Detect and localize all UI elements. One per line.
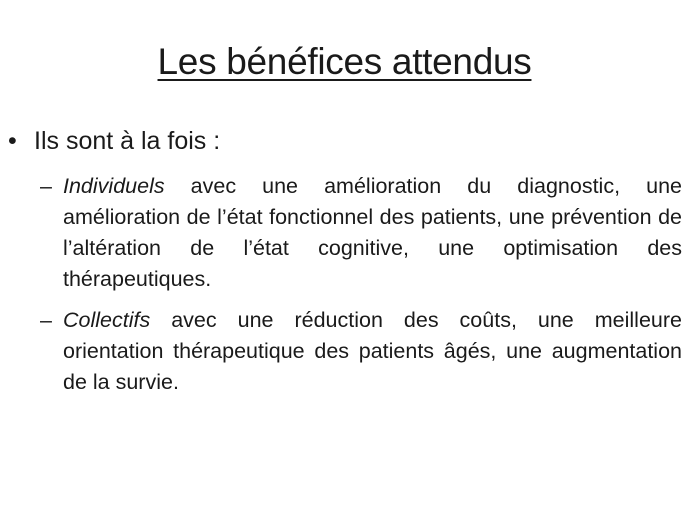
dash-icon: – <box>40 308 52 332</box>
slide-title <box>0 40 689 84</box>
bullet-text: Ils sont à la fois : <box>34 127 221 155</box>
bullet-item <box>8 125 220 157</box>
sub-item-text <box>63 171 682 295</box>
sub-item-individuels <box>40 171 682 295</box>
slide-title-text: Les bénéfices attendus <box>157 41 532 82</box>
bullet-icon: • <box>8 127 17 155</box>
sub-item-body: avec une réduction des coûts, une meilleure orientation thérapeutique des patients âgés, une augmentation de la survie. <box>63 308 682 394</box>
sub-item-body: avec une amélioration du diagnostic, une amélioration de l’état fonctionnel des patients, une prévention de l’altération de l’état cognitive, une optimisation des thérapeutiques. <box>63 174 682 291</box>
sub-item-collectifs <box>40 305 682 398</box>
sub-item-lead: Collectifs <box>63 308 151 332</box>
sub-item-text <box>63 305 682 398</box>
dash-icon: – <box>40 174 52 198</box>
sub-item-lead: Individuels <box>63 174 165 198</box>
